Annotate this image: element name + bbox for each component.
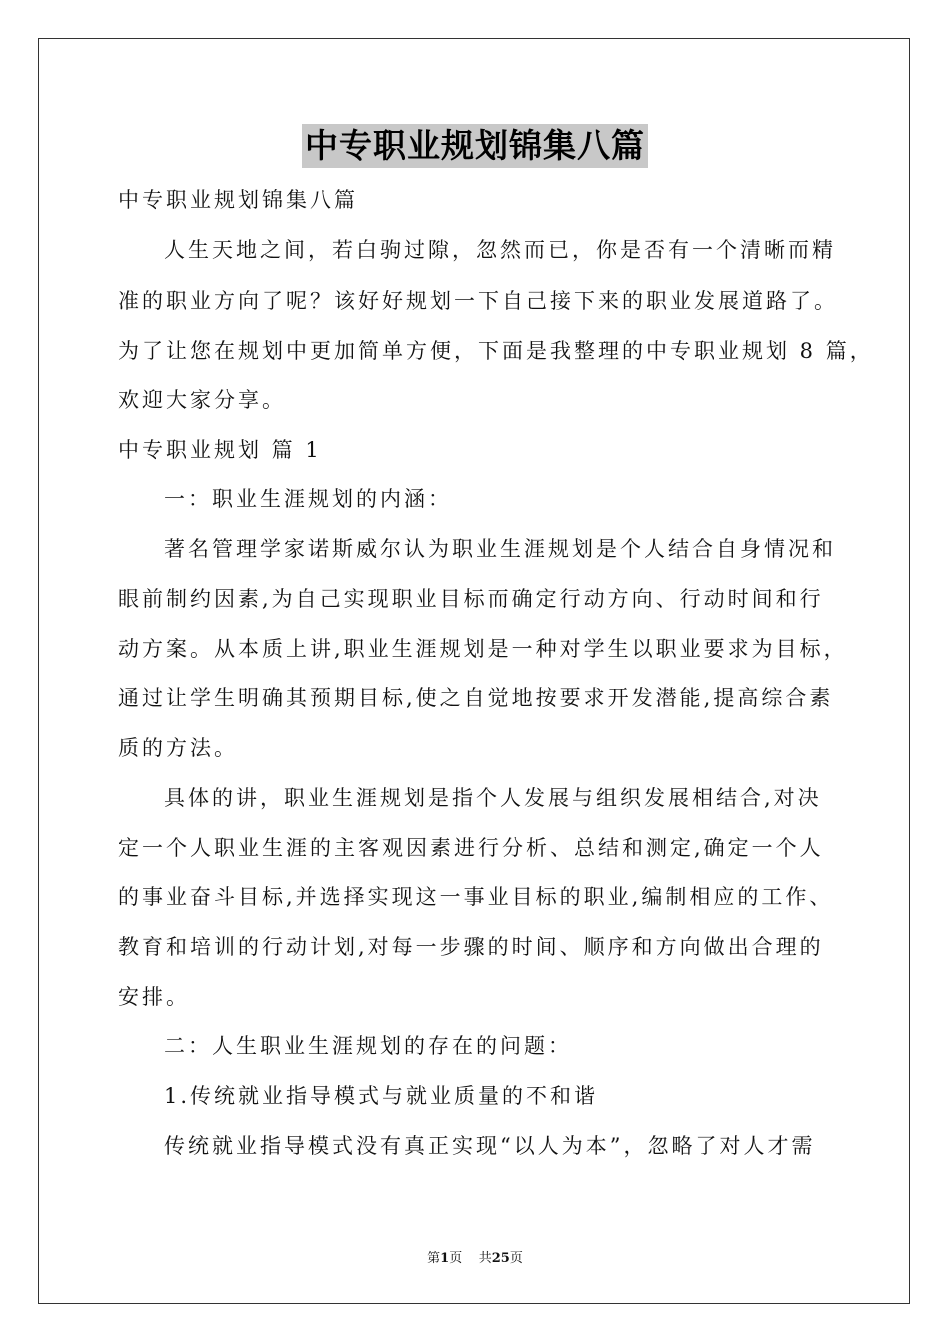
page-footer xyxy=(0,1247,950,1266)
page-suffix: 页 xyxy=(449,1251,463,1266)
paragraph-line: 传统就业指导模式没有真正实现“以人为本”，忽略了对人才需 xyxy=(164,1134,816,1158)
subsection-heading: 二：人生职业生涯规划的存在的问题： xyxy=(164,1034,572,1058)
paragraph-line: 质的方法。 xyxy=(118,736,238,760)
paragraph-line: 定一个人职业生涯的主客观因素进行分析、总结和测定,确定一个人 xyxy=(118,836,824,860)
title-container xyxy=(0,124,950,168)
paragraph-line: 动方案。从本质上讲,职业生涯规划是一种对学生以职业要求为目标， xyxy=(118,637,848,661)
page-border xyxy=(38,38,910,1304)
paragraph-line: 教育和培训的行动计划,对每一步骤的时间、顺序和方向做出合理的 xyxy=(118,935,824,959)
paragraph-line: 著名管理学家诺斯威尔认为职业生涯规划是个人结合自身情况和 xyxy=(164,537,836,561)
total-prefix: 共 xyxy=(478,1251,492,1266)
page-number: 1 xyxy=(440,1251,450,1266)
paragraph-line: 安排。 xyxy=(118,985,190,1009)
paragraph-line: 通过让学生明确其预期目标,使之自觉地按要求开发潜能,提高综合素 xyxy=(118,686,834,710)
paragraph-line: 准的职业方向了呢？该好好规划一下自己接下来的职业发展道路了。 xyxy=(118,289,838,313)
subsection-heading: 一：职业生涯规划的内涵： xyxy=(164,487,452,511)
page-prefix: 第 xyxy=(427,1251,441,1266)
document-title: 中专职业规划锦集八篇 xyxy=(302,124,648,168)
total-pages: 25 xyxy=(491,1251,510,1266)
document-subtitle: 中专职业规划锦集八篇 xyxy=(118,188,358,212)
paragraph-line: 为了让您在规划中更加简单方便，下面是我整理的中专职业规划 8 篇， xyxy=(118,339,874,363)
total-suffix: 页 xyxy=(509,1251,523,1266)
paragraph-line: 欢迎大家分享。 xyxy=(118,388,286,412)
paragraph-line: 具体的讲，职业生涯规划是指个人发展与组织发展相结合,对决 xyxy=(164,786,822,810)
section-heading: 中专职业规划 篇 1 xyxy=(118,438,322,462)
list-item-heading: 1.传统就业指导模式与就业质量的不和谐 xyxy=(164,1084,599,1108)
paragraph-line: 的事业奋斗目标,并选择实现这一事业目标的职业,编制相应的工作、 xyxy=(118,885,834,909)
paragraph-line: 眼前制约因素,为自己实现职业目标而确定行动方向、行动时间和行 xyxy=(118,587,824,611)
paragraph-line: 人生天地之间，若白驹过隙，忽然而已，你是否有一个清晰而精 xyxy=(164,238,836,262)
